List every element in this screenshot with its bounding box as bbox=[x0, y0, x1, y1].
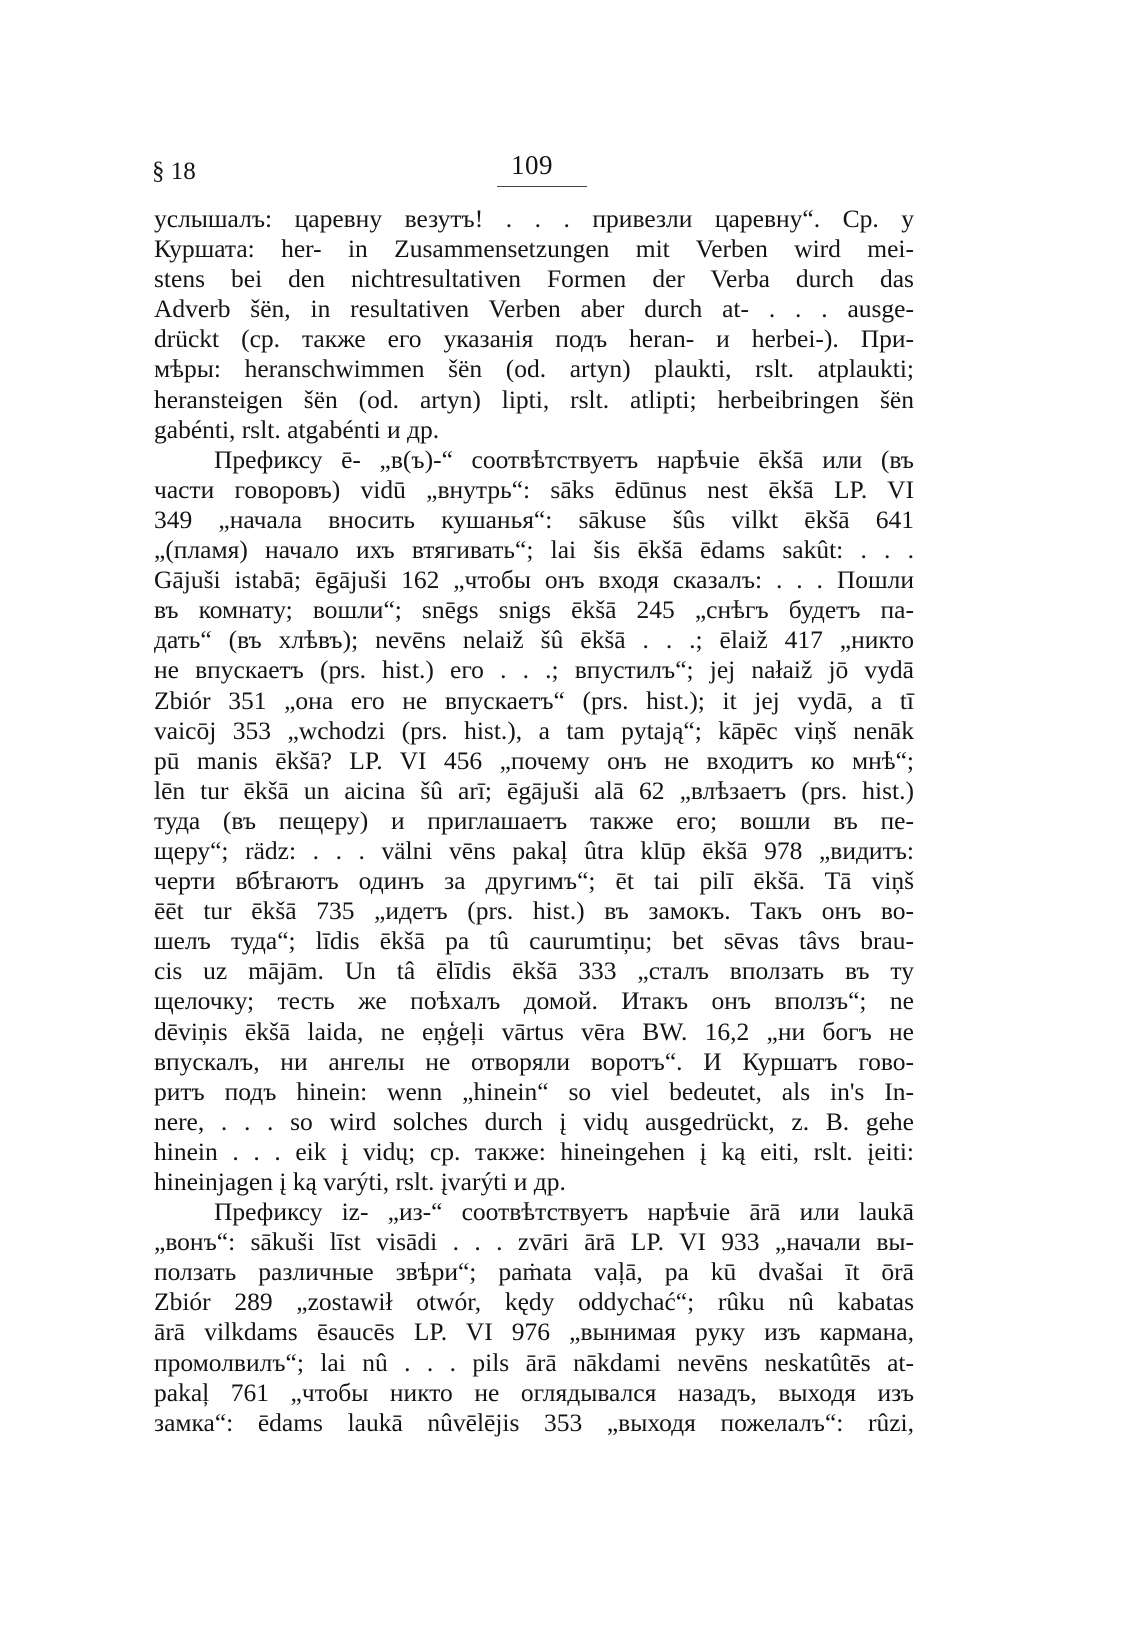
text-line: „(пламя) начало ихъ втягивать“; lai šis ēkšā ēdams sakût: . . . bbox=[154, 535, 914, 565]
text-line: „вонъ“: sākuši līst visādi . . . zvāri ārā LP. VI 933 „начали вы- bbox=[154, 1227, 914, 1257]
text-line: lēn tur ēkšā un aicina šû arī; ēgājuši alā 62 „влѣзаетъ (prs. hist.) bbox=[154, 775, 914, 805]
text-line: gabénti, rslt. atgabénti и др. bbox=[154, 414, 440, 444]
text-line: nere, . . . so wird solches durch į vidų ausgedrückt, z. B. gehe bbox=[154, 1106, 914, 1136]
text-line: не впускаетъ (prs. hist.) его . . .; впустилъ“; jej nałaiž jō vydā bbox=[154, 655, 914, 685]
text-line: Префиксу iz- „из-“ соотвѣтствуетъ нарѣчіе ārā или laukā bbox=[214, 1197, 914, 1227]
text-line: Zbiór 351 „она его не впускаетъ“ (prs. hist.); it jej vydā, a tī bbox=[154, 685, 914, 715]
text-line: Adverb šën, in resultativen Verben aber durch at- . . . ausge- bbox=[154, 294, 914, 324]
text-line: замка“: ēdams laukā nûvēlējis 353 „выходя пожелалъ“: rûzi, bbox=[154, 1407, 914, 1437]
page-header bbox=[152, 150, 912, 194]
section-marker: § 18 bbox=[152, 158, 196, 185]
text-line: cis uz mājām. Un tâ ēlīdis ēkšā 333 „сталъ вползать въ ту bbox=[154, 956, 914, 986]
text-line: части говоровъ) vidū „внутрь“: sāks ēdūnus nest ēkšā LP. VI bbox=[154, 474, 914, 504]
text-line: ēēt tur ēkšā 735 „идетъ (prs. hist.) въ замокъ. Такъ онъ во- bbox=[154, 896, 914, 926]
text-line: Префиксу ē- „в(ъ)-“ соотвѣтствуетъ нарѣчіе ēkšā или (въ bbox=[214, 444, 914, 474]
text-line: ārā vilkdams ēsaucēs LP. VI 976 „вынимая руку изъ кармана, bbox=[154, 1317, 914, 1347]
text-line: heransteigen šën (od. artyn) lipti, rslt. atlipti; herbeibringen šën bbox=[154, 384, 914, 414]
text-line: впускалъ, ни ангелы не отворяли воротъ“. И Куршатъ гово- bbox=[154, 1046, 914, 1076]
text-line: Zbiór 289 „zostawił otwór, kędy oddychać“; rûku nû kabatas bbox=[154, 1287, 914, 1317]
text-line: черти вбѣгаютъ одинъ за другимъ“; ēt tai pilī ēkšā. Tā viņš bbox=[154, 866, 914, 896]
text-line: Куршата: her- in Zusammensetzungen mit Verben wird mei- bbox=[154, 234, 914, 264]
text-line: pakaļ 761 „чтобы никто не оглядывался назадъ, выходя изъ bbox=[154, 1377, 914, 1407]
text-line: шелъ туда“; līdis ēkšā pa tû caurumtiņu; bet sēvas tâvs brau- bbox=[154, 926, 914, 956]
page-number-underline bbox=[497, 186, 587, 187]
text-line: ритъ подъ hinein: wenn „hinein“ so viel bedeutet, als in's In- bbox=[154, 1076, 914, 1106]
text-line: pū manis ēkšā? LP. VI 456 „почему онъ не входитъ ко мнѣ“; bbox=[154, 745, 914, 775]
text-line: туда (въ пещеру) и приглашаетъ также его; вошли въ пе- bbox=[154, 805, 914, 835]
body-text bbox=[154, 204, 914, 1438]
text-line: stens bei den nichtresultativen Formen der Verba durch das bbox=[154, 264, 914, 294]
text-line: hinein . . . eik į vidų; ср. также: hineingehen į ką eiti, rslt. įeiti: bbox=[154, 1136, 914, 1166]
text-line: vaicōj 353 „wchodzi (prs. hist.), a tam pytają“; kāpēc viņš nenāk bbox=[154, 715, 914, 745]
text-line: Gājuši istabā; ēgājuši 162 „чтобы онъ входя сказалъ: . . . Пошли bbox=[154, 565, 914, 595]
text-line: въ комнату; вошли“; snēgs snigs ēkšā 245 „снѣгъ будетъ па- bbox=[154, 595, 914, 625]
page-number: 109 bbox=[511, 150, 553, 180]
text-line: щеру“; rädz: . . . välni vēns pakaļ ûtra klūp ēkšā 978 „видитъ: bbox=[154, 835, 914, 865]
text-line: дать“ (въ хлѣвъ); nevēns nelaiž šû ēkšā . . .; ēlaiž 417 „никто bbox=[154, 625, 914, 655]
text-line: ползать различные звѣри“; paṁata vaļā, pa kū dvašai īt ōrā bbox=[154, 1257, 914, 1287]
text-line: dēviņis ēkšā laida, ne eņģeļi vārtus vēra BW. 16,2 „ни богъ не bbox=[154, 1016, 914, 1046]
text-line: услышалъ: царевну везутъ! . . . привезли царевну“. Ср. у bbox=[154, 204, 914, 233]
text-line: drückt (ср. также его указанія подъ heran- и herbei-). При- bbox=[154, 324, 914, 354]
text-line: щелочку; тесть же поѣхалъ домой. Итакъ онъ вползъ“; ne bbox=[154, 986, 914, 1016]
text-line: hineinjagen į ką varýti, rslt. įvarýti и др. bbox=[154, 1167, 566, 1196]
text-line: промолвилъ“; lai nû . . . pils ārā nākdami nevēns neskatûtēs at- bbox=[154, 1347, 914, 1377]
text-line: 349 „начала вносить кушанья“: sākuse šûs vilkt ēkšā 641 bbox=[154, 504, 914, 534]
text-line: мѣры: heranschwimmen šën (od. artyn) plaukti, rslt. atplaukti; bbox=[154, 354, 914, 384]
